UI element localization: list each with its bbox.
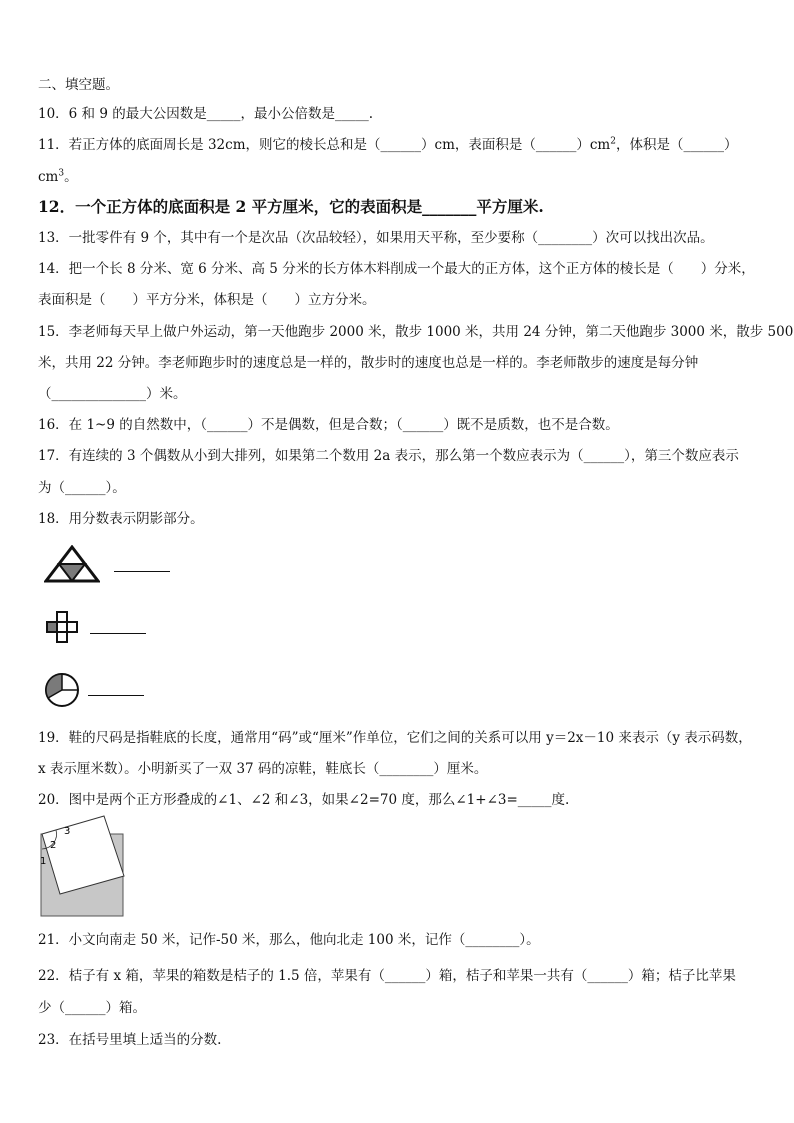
question-22-line1: 22．桔子有 x 箱，苹果的箱数是桔子的 1.5 倍，苹果有（______）箱，桔子和苹果一共有（______）箱；桔子比苹果 (38, 968, 736, 984)
q11-text-b: ，体积是（______） (615, 137, 738, 153)
section-heading: 二、填空题。 (38, 77, 119, 93)
question-17-line1: 17．有连续的 3 个偶数从小到大排列，如果第二个数用 2a 表示，那么第一个数应表示为（______），第三个数应表示 (38, 448, 739, 464)
question-16: 16．在 1~9 的自然数中，（______）不是偶数，但是合数；（______）既不是质数，也不是合数。 (38, 417, 619, 433)
question-15-line2: 米，共用 22 分钟。李老师跑步时的速度总是一样的，散步时的速度也总是一样的。李老师散步的速度是每分钟 (38, 355, 699, 371)
question-12: 12．一个正方体的底面积是 2 平方厘米，它的表面积是_______平方厘米. (38, 197, 544, 216)
question-13: 13．一批零件有 9 个，其中有一个是次品（次品较轻），如果用天平称，至少要称（________）次可以找出次品。 (38, 230, 714, 246)
triangle-figure (44, 545, 100, 583)
question-19-line1: 19．鞋的尺码是指鞋底的长度，通常用“码”或“厘米”作单位，它们之间的关系可以用 y＝2x－10 来表示（y 表示码数， (38, 730, 752, 746)
answer-line-circle (88, 695, 144, 696)
q11-text-a: 11．若正方体的底面周长是 32cm，则它的棱长总和是（______）cm，表面积是（______）cm (38, 137, 611, 153)
question-21: 21．小文向南走 50 米，记作-50 米，那么，他向北走 100 米，记作（________）。 (38, 932, 540, 948)
question-19-line2: x 表示厘米数）。小明新买了一双 37 码的凉鞋，鞋底长（________）厘米。 (38, 761, 488, 777)
cross-square-top (57, 612, 67, 622)
question-11 (38, 136, 737, 154)
question-15-line3: （______________）米。 (38, 386, 187, 402)
cross-square-center (57, 622, 67, 632)
question-15-line1: 15．李老师每天早上做户外运动，第一天他跑步 2000 米，散步 1000 米，共用 24 分钟，第二天他跑步 3000 米，散步 500 (38, 324, 794, 340)
question-23: 23．在括号里填上适当的分数. (38, 1032, 222, 1048)
question-22-line2: 少（______）箱。 (38, 1000, 146, 1016)
circle-figure (40, 672, 84, 708)
answer-line-triangle (114, 571, 170, 572)
q11-sup-3: 3 (58, 168, 65, 179)
question-20: 20．图中是两个正方形叠成的∠1、∠2 和∠3，如果∠2=70 度，那么∠1+∠3=_____度. (38, 792, 570, 808)
answer-line-cross (90, 633, 146, 634)
q11-sup-2: 2 (610, 136, 616, 147)
question-14-line2: 表面积是（ ）平方分米，体积是（ ）立方分米。 (38, 292, 376, 308)
cross-square-bottom (57, 632, 67, 642)
angle-label-3: 3 (64, 826, 71, 837)
question-18: 18．用分数表示阴影部分。 (38, 511, 204, 527)
cross-square-left-shaded (47, 622, 57, 632)
cross-figure (44, 611, 90, 645)
question-10: 10．6 和 9 的最大公因数是_____，最小公倍数是_____. (38, 106, 374, 122)
question-11-cont (38, 168, 78, 186)
overlapping-squares-figure (38, 814, 128, 920)
cross-square-right (67, 622, 77, 632)
question-17-line2: 为（______）。 (38, 480, 126, 496)
angle-label-2: 2 (50, 840, 57, 851)
angle-label-1: 1 (40, 856, 47, 867)
q11-text-c: cm (38, 169, 59, 185)
q11-text-d: 。 (64, 169, 78, 185)
question-14-line1: 14．把一个长 8 分米、宽 6 分米、高 5 分米的长方体木料削成一个最大的正方体，这个正方体的棱长是（ ）分米， (38, 261, 755, 277)
